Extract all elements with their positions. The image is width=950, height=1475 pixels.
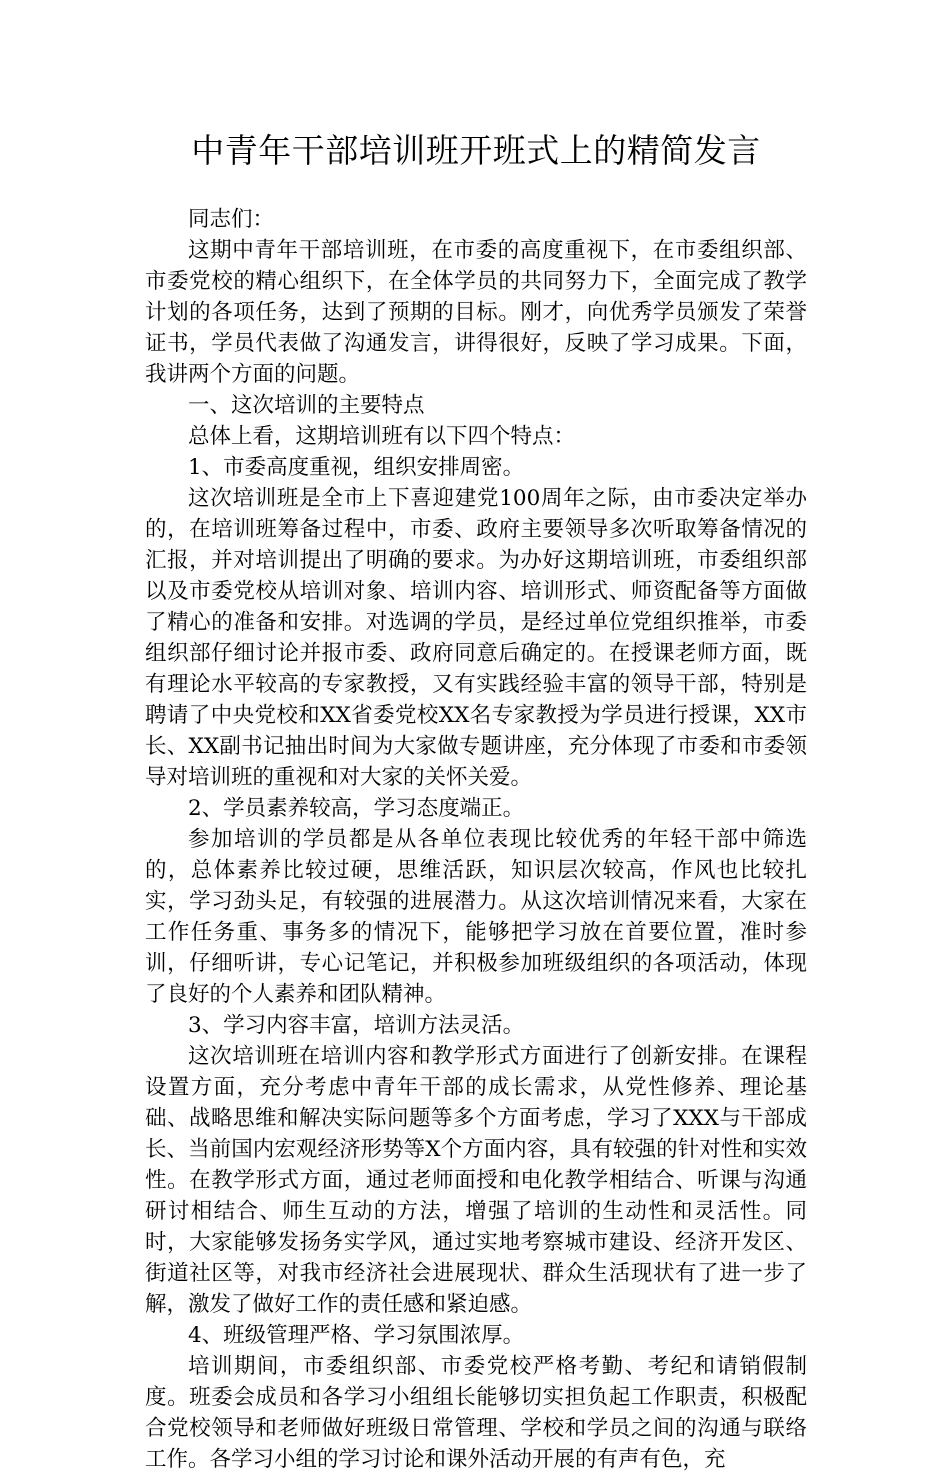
subheading-1: 1、市委高度重视，组织安排周密。 bbox=[188, 455, 525, 480]
section-heading-1: 一、这次培训的主要特点 bbox=[188, 393, 425, 418]
subheading-2: 2、学员素养较高，学习态度端正。 bbox=[188, 796, 525, 821]
subheading-4: 4、班级管理严格、学习氛围浓厚。 bbox=[188, 1323, 525, 1348]
paragraph-intro: 这期中青年干部培训班，在市委的高度重视下，在市委组织部、市委党校的精心组织下，在全体学员的共同努力下，全面完成了教学计划的各项任务，达到了预期的目标。刚才，向优秀学员颁发了荣誉证书，学员代表做了沟通发言，讲得很好，反映了学习成果。下面，我讲两个方面的问题。 bbox=[145, 238, 807, 387]
paragraph-overview: 总体上看，这期培训班有以下四个特点： bbox=[188, 424, 576, 449]
document-title: 中青年干部培训班开班式上的精简发言 bbox=[191, 131, 761, 170]
paragraph-salutation: 同志们： bbox=[188, 207, 275, 232]
paragraph-2: 参加培训的学员都是从各单位表现比较优秀的年轻干部中筛选的，总体素养比较过硬，思维活跃，知识层次较高，作风也比较扎实，学习劲头足，有较强的进展潜力。从这次培训情况来看，大家在工作任务重、事务多的情况下，能够把学习放在首要位置，准时参训，仔细听讲，专心记笔记，并积极参加班级组织的各项活动，体现了良好的个人素养和团队精神。 bbox=[145, 827, 807, 1007]
paragraph-1: 这次培训班是全市上下喜迎建党100周年之际，由市委决定举办的，在培训班筹备过程中，市委、政府主要领导多次听取筹备情况的汇报，并对培训提出了明确的要求。为办好这期培训班，市委组织部以及市委党校从培训对象、培训内容、培训形式、师资配备等方面做了精心的准备和安排。对选调的学员，是经过单位党组织推举，市委组织部仔细讨论并报市委、政府同意后确定的。在授课老师方面，既有理论水平较高的专家教授，又有实践经验丰富的领导干部，特别是聘请了中央党校和XX省委党校XX名专家教授为学员进行授课，XX市长、XX副书记抽出时间为大家做专题讲座，充分体现了市委和市委领导对培训班的重视和对大家的关怀关爱。 bbox=[145, 486, 807, 790]
subheading-3: 3、学习内容丰富，培训方法灵活。 bbox=[188, 1013, 525, 1038]
document-page bbox=[145, 128, 807, 1475]
paragraph-3: 这次培训班在培训内容和教学形式方面进行了创新安排。在课程设置方面，充分考虑中青年干部的成长需求，从党性修养、理论基础、战略思维和解决实际问题等多个方面考虑，学习了XXX与干部成长、当前国内宏观经济形势等X个方面内容，具有较强的针对性和实效性。在教学形式方面，通过老师面授和电化教学相结合、听课与沟通研讨相结合、师生互动的方法，增强了培训的生动性和灵活性。同时，大家能够发扬务实学风，通过实地考察城市建设、经济开发区、街道社区等，对我市经济社会进展现状、群众生活现状有了进一步了解，激发了做好工作的责任感和紧迫感。 bbox=[145, 1044, 807, 1317]
paragraph-4: 培训期间，市委组织部、市委党校严格考勤、考纪和请销假制度。班委会成员和各学习小组组长能够切实担负起工作职责，积极配合党校领导和老师做好班级日常管理、学校和学员之间的沟通与联络工作。各学习小组的学习讨论和课外活动开展的有声有色，充 bbox=[145, 1354, 807, 1472]
